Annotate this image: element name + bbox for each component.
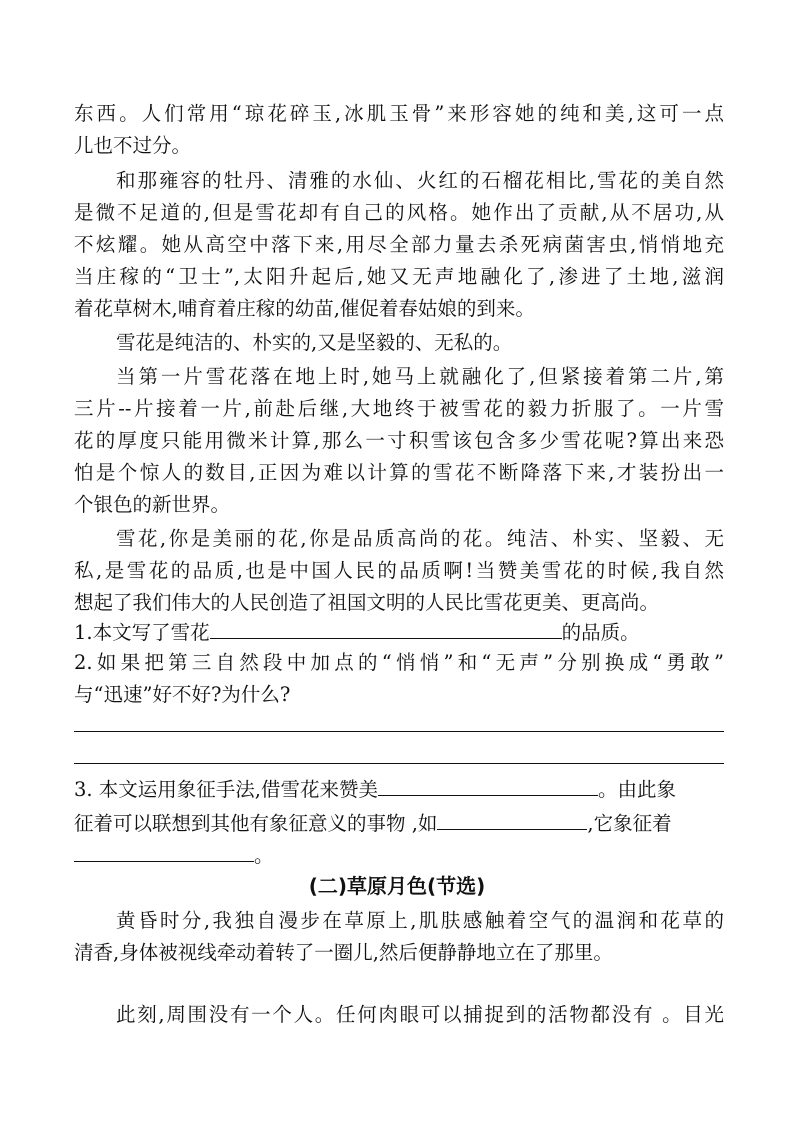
q3-suffix: 。由此象 bbox=[598, 778, 677, 801]
text-line: 雪花,你是美丽的花,你是品质高尚的花。纯洁、朴实、坚毅、无 bbox=[116, 527, 724, 550]
text-line: 个银色的新世界。 bbox=[74, 493, 231, 516]
q1-suffix: 的品质。 bbox=[561, 621, 640, 644]
text-line: 不炫耀。她从高空中落下来,用尽全部力量去杀死病菌害虫,悄悄地充 bbox=[74, 233, 724, 256]
text-line: 想起了我们伟大的人民创造了祖国文明的人民比雪花更美、更高尚。 bbox=[74, 591, 660, 614]
question-2-line: 2.如果把第三自然段中加点的“悄悄”和“无声”分别换成“勇敢” bbox=[74, 651, 724, 674]
text-line: 当庄稼的“卫士”,太阳升起后,她又无声地融化了,渗进了土地,滋润 bbox=[74, 265, 724, 288]
text-line: 和那雍容的牡丹、清雅的水仙、火红的石榴花相比,雪花的美自然 bbox=[116, 169, 724, 192]
q3-answer-blank[interactable] bbox=[74, 839, 254, 862]
text-line: 儿也不过分。 bbox=[74, 134, 192, 157]
q3-answer-blank[interactable] bbox=[378, 773, 598, 796]
text-line: 是微不足道的,但是雪花却有自己的风格。她作出了贡献,从不居功,从 bbox=[74, 201, 724, 224]
text-line: 私,是雪花的品质,也是中国人民的品质啊!当赞美雪花的时候,我自然 bbox=[74, 559, 724, 582]
text-line: 黄昏时分,我独自漫步在草原上,肌肤感触着空气的温润和花草的 bbox=[116, 909, 724, 932]
section-title: (二)草原月色(节选) bbox=[308, 874, 486, 898]
question-1 bbox=[74, 616, 724, 648]
text-line: 此刻,周围没有一个人。任何肉眼可以捕捉到的活物都没有 。目光 bbox=[116, 1003, 724, 1026]
text-line: 雪花是纯洁的、朴实的,又是坚毅的、无私的。 bbox=[116, 331, 513, 354]
text-line: 怕是个惊人的数目,正因为难以计算的雪花不断降落下来,才装扮出一 bbox=[74, 461, 724, 484]
q3-answer-blank[interactable] bbox=[437, 807, 587, 830]
text-line: 东西。人们常用“琼花碎玉,冰肌玉骨”来形容她的纯和美,这可一点 bbox=[74, 102, 724, 125]
q2-answer-line[interactable] bbox=[74, 731, 724, 732]
q1-prefix: 1.本文写了雪花 bbox=[74, 621, 210, 644]
q3-suffix: 。 bbox=[254, 844, 274, 867]
q3-prefix: 3. 本文运用象征手法,借雪花来赞美 bbox=[74, 778, 379, 801]
question-3-line bbox=[74, 839, 724, 871]
text-line: 花的厚度只能用微米计算,那么一寸积雪该包含多少雪花呢?算出来恐 bbox=[74, 429, 724, 452]
text-line: 三片--片接着一片,前赴后继,大地终于被雪花的毅力折服了。一片雪 bbox=[74, 397, 724, 420]
text-line: 当第一片雪花落在地上时,她马上就融化了,但紧接着第二片,第 bbox=[116, 365, 724, 388]
text-line: 着花草树木,哺育着庄稼的幼苗,催促着春姑娘的到来。 bbox=[74, 297, 535, 320]
question-3-line bbox=[74, 807, 724, 839]
q2-answer-line[interactable] bbox=[74, 763, 724, 764]
text-line: 清香,身体被视线牵动着转了一圈儿,然后便静静地立在了那里。 bbox=[74, 941, 613, 964]
q3-suffix: ,它象征着 bbox=[587, 812, 672, 835]
question-2-line: 与“迅速”好不好?为什么? bbox=[74, 683, 291, 706]
question-3-line bbox=[74, 773, 724, 805]
q3-prefix: 征着可以联想到其他有象征意义的事物 ,如 bbox=[74, 812, 438, 835]
q1-answer-blank[interactable] bbox=[210, 616, 562, 639]
